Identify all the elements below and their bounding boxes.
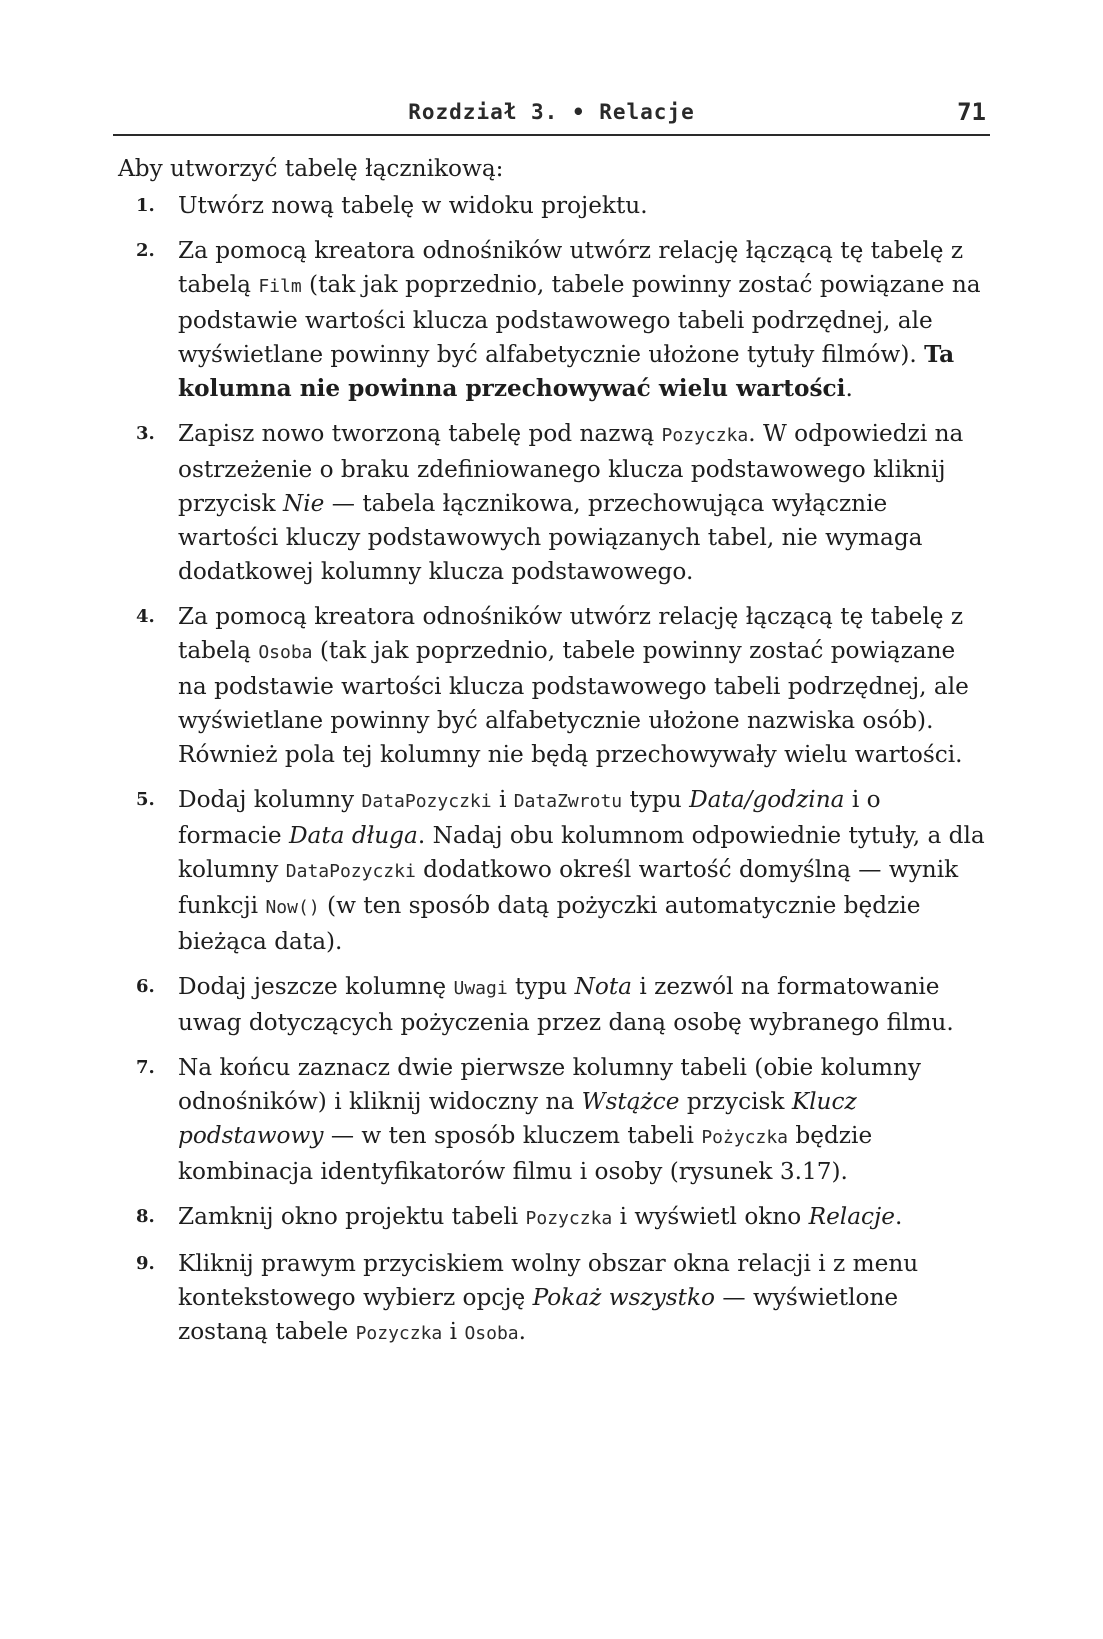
step-text-run: przycisk — [679, 1088, 792, 1115]
ui-term: Nie — [282, 490, 325, 517]
step-text-run: i zezwól na formatowanie uwag dotyczących pożyczenia przez daną osobę wybranego filmu. — [178, 973, 954, 1036]
step-item — [118, 1247, 990, 1351]
ui-term: Nota — [574, 973, 633, 1000]
running-head — [113, 96, 990, 136]
step-text — [178, 1203, 902, 1230]
step-number: 4. — [136, 606, 155, 627]
step-item — [118, 234, 990, 406]
page-number: 71 — [957, 98, 986, 126]
step-text-run: Zamknij okno projektu tabeli — [178, 1203, 526, 1230]
intro-paragraph: Aby utworzyć tabelę łącznikową: — [118, 155, 504, 182]
code-identifier: Pozyczka — [525, 1208, 613, 1229]
step-text-run: (w ten sposób datą pożyczki automatycznie będzie bieżąca data). — [178, 892, 921, 955]
step-text — [178, 420, 963, 585]
code-identifier: DataPozyczki — [285, 861, 416, 882]
step-text-run: — wyświetlone zostaną tabele — [178, 1284, 899, 1345]
ui-term: Data długa — [288, 822, 418, 849]
code-identifier: Film — [258, 276, 302, 297]
step-text-run: Kliknij prawym przyciskiem wolny obszar okna relacji i z menu kontekstowego wybierz opcję — [178, 1250, 919, 1311]
step-text-run: (tak jak poprzednio, tabele powinny zostać powiązane na podstawie wartości klucza podstawowego tabeli podrzędnej, ale wyświetlane powinny być alfabetycznie ułożone tytuły filmów). — [178, 271, 981, 368]
code-identifier: DataZwrotu — [513, 791, 623, 812]
step-text-run: . — [894, 1203, 903, 1230]
step-text — [178, 237, 981, 402]
code-identifier: Pozyczka — [355, 1323, 443, 1344]
step-text-run: i — [491, 786, 514, 813]
code-identifier: Osoba — [258, 642, 313, 663]
step-item — [118, 970, 990, 1040]
step-text-run: Dodaj jeszcze kolumnę — [178, 973, 454, 1000]
code-identifier: Uwagi — [453, 978, 508, 999]
chapter-title: Rozdział 3. • Relacje — [408, 100, 695, 124]
step-text-run: . — [845, 375, 853, 402]
code-identifier: Pozyczka — [661, 425, 749, 446]
step-text-run: typu — [507, 973, 575, 1000]
step-number: 3. — [136, 423, 155, 444]
step-item — [118, 1051, 990, 1189]
step-text-run: będzie kombinacja identyfikatorów filmu i osoby (rysunek 3.17). — [178, 1122, 873, 1185]
step-number: 6. — [136, 976, 155, 997]
step-text — [178, 1250, 918, 1345]
ui-term: Klucz podstawowy — [178, 1088, 857, 1149]
emphasis-text: Ta kolumna nie powinna przechowywać wielu wartości — [178, 341, 955, 402]
step-item — [118, 189, 990, 223]
step-number: 2. — [136, 240, 155, 261]
step-text-run: i o formacie — [178, 786, 881, 849]
ui-term: Relacje — [808, 1203, 895, 1230]
step-number: 8. — [136, 1206, 155, 1227]
code-identifier: Osoba — [464, 1323, 519, 1344]
ui-term: Pokaż wszystko — [532, 1284, 716, 1311]
step-number: 9. — [136, 1253, 155, 1274]
step-text — [178, 973, 954, 1036]
step-text-run: Za pomocą kreatora odnośników utwórz relację łączącą tę tabelę z tabelą — [178, 237, 964, 298]
step-text-run: Za pomocą kreatora odnośników utwórz relację łączącą tę tabelę z tabelą — [178, 603, 964, 664]
step-text — [178, 603, 969, 768]
step-item — [118, 1200, 990, 1236]
step-number: 5. — [136, 789, 155, 810]
step-text-run: i wyświetl okno — [612, 1203, 809, 1230]
step-item — [118, 783, 990, 959]
step-text-run: . W odpowiedzi na ostrzeżenie o braku zdefiniowanego klucza podstawowego kliknij przycisk — [178, 420, 964, 517]
step-number: 7. — [136, 1057, 155, 1078]
step-text-run: . Nadaj obu kolumnom odpowiednie tytuły, a dla kolumny — [178, 822, 985, 883]
ui-term: Wstążce — [581, 1088, 680, 1115]
code-identifier: Pożyczka — [701, 1127, 789, 1148]
step-text — [178, 786, 985, 955]
ui-term: Data/godzina — [689, 786, 845, 813]
step-text-run: dodatkowo określ wartość domyślną — wynik funkcji — [178, 856, 959, 919]
step-text-run: (tak jak poprzednio, tabele powinny zostać powiązane na podstawie wartości klucza podstawowego tabeli podrzędnej, ale wyświetlane powinny być alfabetycznie ułożone nazwiska osób). Również pola tej kolumny nie będą przechowywały wielu wartości. — [178, 637, 969, 768]
step-item — [118, 600, 990, 772]
step-item — [118, 417, 990, 589]
step-text-run: Na końcu zaznacz dwie pierwsze kolumny tabeli (obie kolumny odnośników) i kliknij widoczny na — [178, 1054, 922, 1115]
step-text-run: . — [518, 1318, 527, 1345]
step-text-run: i — [442, 1318, 465, 1345]
step-text-run: Utwórz nową tabelę w widoku projektu. — [178, 192, 648, 219]
step-number: 1. — [136, 195, 155, 216]
step-text — [178, 1054, 921, 1185]
step-text-run: typu — [622, 786, 690, 813]
code-identifier: DataPozyczki — [361, 791, 492, 812]
step-text — [178, 192, 648, 219]
steps-list — [118, 189, 990, 1351]
code-identifier: Now() — [265, 897, 320, 918]
step-text-run: Dodaj kolumny — [178, 786, 362, 813]
step-text-run: — w ten sposób kluczem tabeli — [323, 1122, 702, 1149]
step-text-run: Zapisz nowo tworzoną tabelę pod nazwą — [178, 420, 662, 447]
step-text-run: — tabela łącznikowa, przechowująca wyłącznie wartości kluczy podstawowych powiązanych tabel, nie wymaga dodatkowej kolumny klucza podstawowego. — [178, 490, 923, 585]
page-body — [118, 152, 990, 1362]
